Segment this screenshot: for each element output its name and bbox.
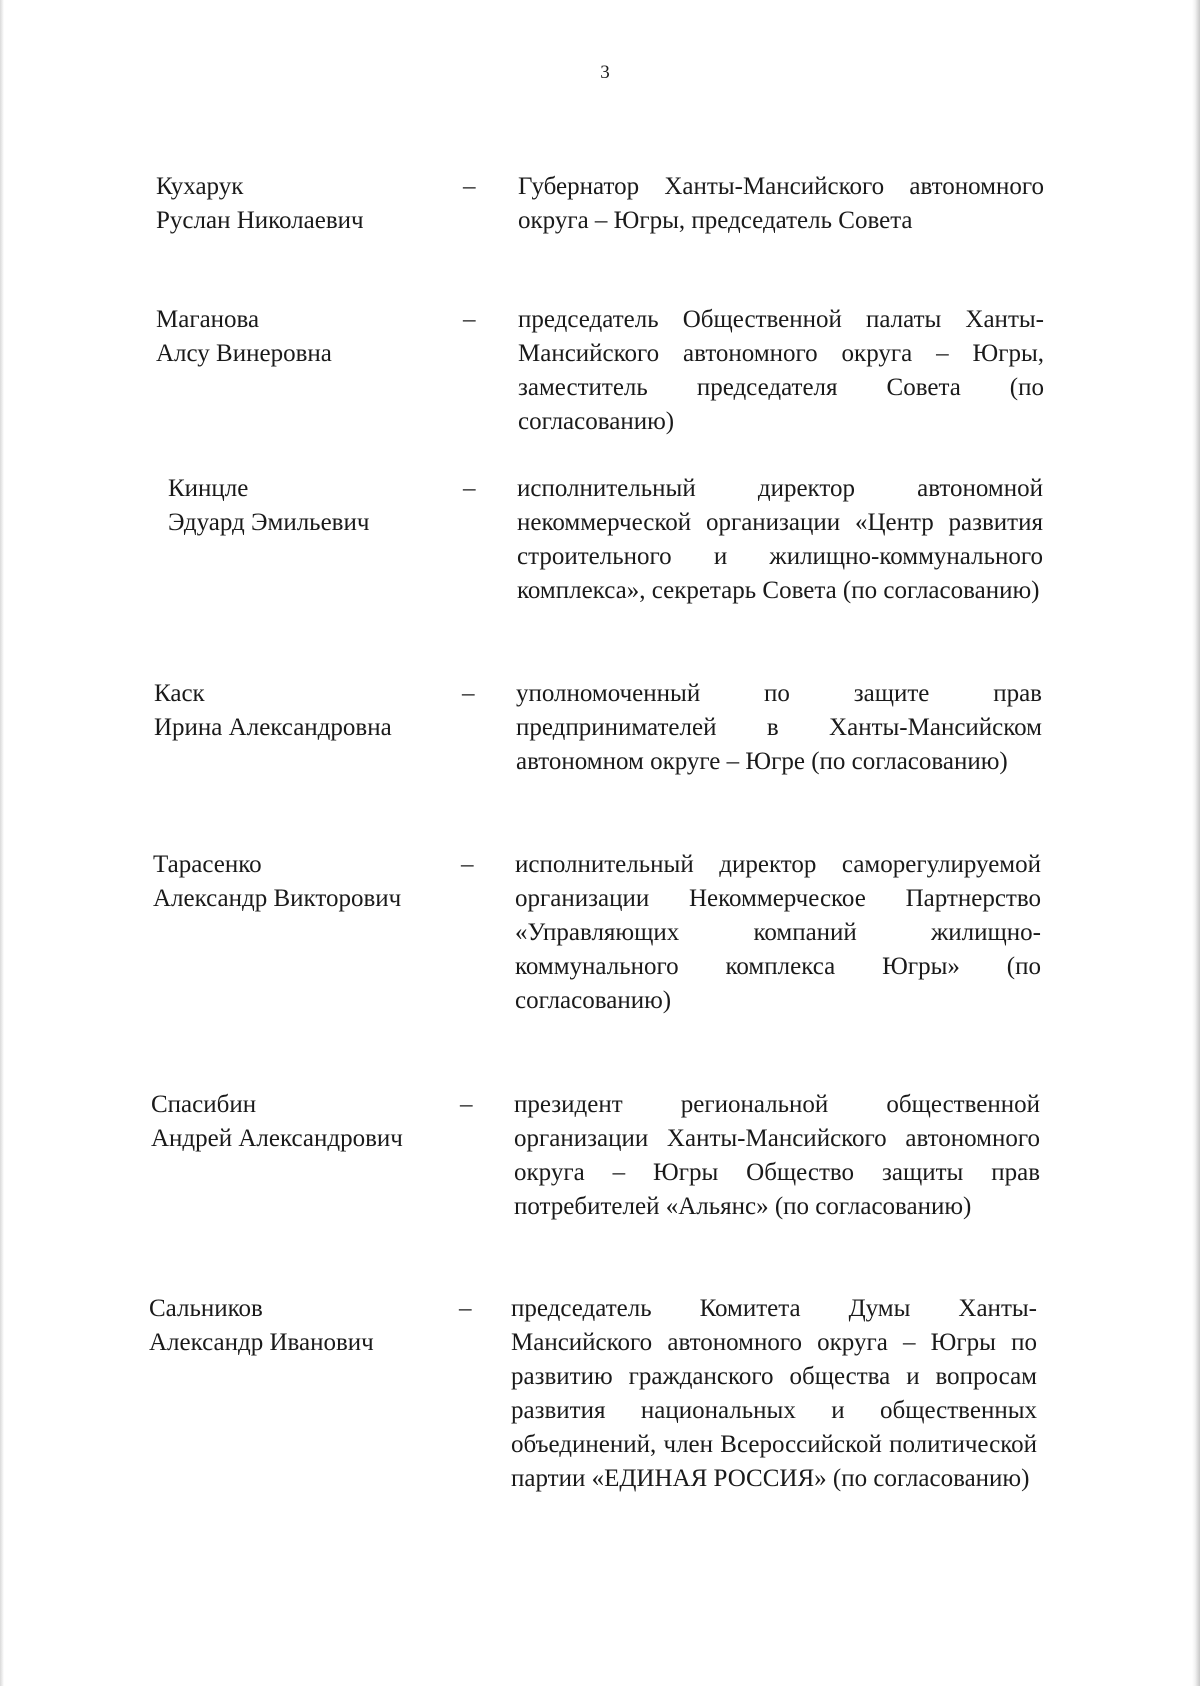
page-number: 3 — [600, 62, 610, 83]
member-surname: Тарасенко — [153, 851, 262, 878]
member-role: исполнительный директор автономной некоммерческой организации «Центр развития строительного и жилищно-коммунального комплекса», секретарь Совета (по согласованию) — [517, 475, 1043, 604]
member-dash: – — [461, 851, 474, 878]
member-given-name: Андрей Александрович — [151, 1125, 403, 1152]
member-surname: Маганова — [156, 306, 260, 333]
member-role: исполнительный директор саморегулируемой организации Некоммерческое Партнерство «Управляющих компаний жилищно-коммунального комплекса Югры» (по согласованию) — [515, 851, 1041, 1014]
member-surname: Сальников — [149, 1295, 263, 1322]
member-name — [168, 472, 369, 540]
member-name — [153, 848, 401, 916]
member-given-name: Александр Иванович — [149, 1329, 374, 1356]
member-dash: – — [462, 680, 475, 707]
member-surname: Кухарук — [156, 173, 244, 200]
member-dash: – — [459, 1295, 472, 1322]
member-dash: – — [463, 475, 476, 502]
member-name — [156, 170, 364, 238]
member-surname: Кинцле — [168, 475, 249, 502]
member-dash: – — [463, 306, 476, 333]
member-role: Губернатор Ханты-Мансийского автономного округа – Югры, председатель Совета — [518, 173, 1044, 234]
member-role: президент региональной общественной организации Ханты-Мансийского автономного округа – Югры Общество защиты прав потребителей «Альянс» (по согласованию) — [514, 1091, 1040, 1220]
member-surname: Каск — [154, 680, 205, 707]
member-name — [154, 677, 392, 745]
member-name — [156, 303, 332, 371]
member-given-name: Руслан Николаевич — [156, 207, 364, 234]
scan-edge-left — [0, 0, 4, 1686]
member-given-name: Ирина Александровна — [154, 714, 392, 741]
member-role: уполномоченный по защите прав предпринимателей в Ханты-Мансийском автономном округе – Югре (по согласованию) — [516, 680, 1042, 775]
member-role: председатель Комитета Думы Ханты-Мансийского автономного округа – Югры по развитию гражданского общества и вопросам развития национальных и общественных объединений, член Всероссийской политической партии «ЕДИНАЯ РОССИЯ» (по согласованию) — [511, 1295, 1037, 1492]
member-role: председатель Общественной палаты Ханты-Мансийского автономного округа – Югры, заместитель председателя Совета (по согласованию) — [518, 306, 1044, 435]
member-name — [151, 1088, 403, 1156]
member-dash: – — [460, 1091, 473, 1118]
member-surname: Спасибин — [151, 1091, 257, 1118]
member-given-name: Александр Викторович — [153, 885, 402, 912]
member-given-name: Эдуард Эмильевич — [168, 509, 370, 536]
member-given-name: Алсу Винеровна — [156, 340, 332, 367]
member-name — [149, 1292, 374, 1360]
scan-edge-right — [1192, 0, 1200, 1686]
member-dash: – — [463, 173, 476, 200]
